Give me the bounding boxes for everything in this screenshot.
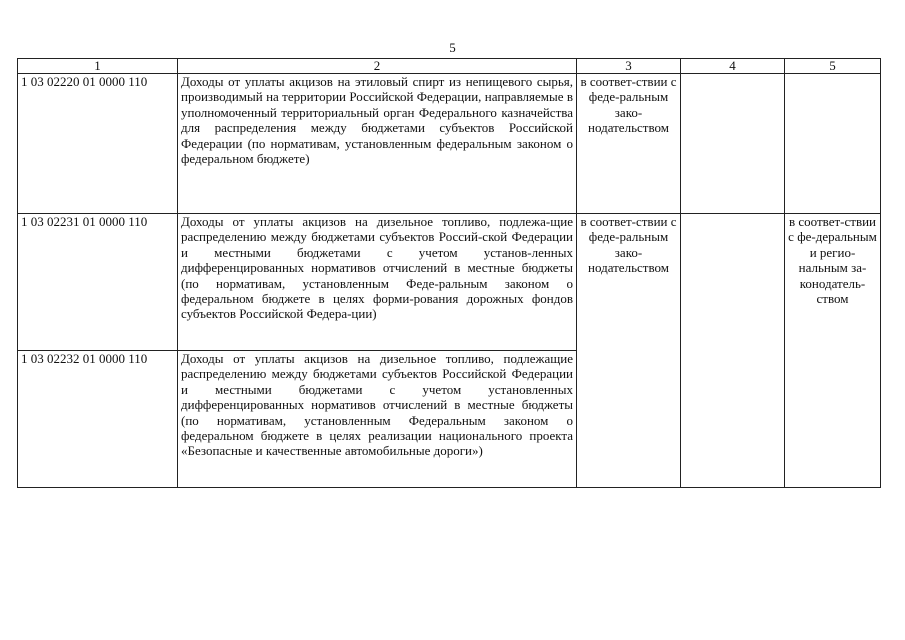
column-header: 4	[681, 59, 785, 74]
column-header: 1	[18, 59, 178, 74]
budget-code-cell: 1 03 02220 01 0000 110	[18, 74, 178, 214]
norm-cell-merged: в соответ-ствии с феде-ральным зако-нодательством	[577, 214, 681, 488]
table-header-row	[18, 59, 881, 74]
column-header: 2	[178, 59, 577, 74]
table-row	[18, 74, 881, 214]
budget-code-cell: 1 03 02232 01 0000 110	[18, 351, 178, 488]
empty-cell	[785, 74, 881, 214]
regional-norm-cell-merged: в соответ-ствии с фе-деральным и регио-нальным за-конодатель-ством	[785, 214, 881, 488]
table-row	[18, 214, 881, 351]
description-cell: Доходы от уплаты акцизов на дизельное топливо, подлежа-щие распределению между бюджетами субъектов Россий-ской Федерации и местными бюджетами с учетом установ-ленных дифференцированных нормативов отчислений в местные бюджеты (по нормативам, установленным Феде-ральным законом о федеральном бюджете в целях форми-рования дорожных фондов субъектов Российской Федера-ции)	[178, 214, 577, 351]
budget-code-cell: 1 03 02231 01 0000 110	[18, 214, 178, 351]
page-number: 5	[449, 40, 456, 55]
empty-cell	[681, 214, 785, 488]
description-cell: Доходы от уплаты акцизов на этиловый спирт из непищевого сырья, производимый на территории Российской Федерации, направляемые в уполномоченный территориальный орган Федерального казначейства для распределения между бюджетами субъектов Российской Федерации (по нормативам, установленным федеральным законом о федеральном бюджете)	[178, 74, 577, 214]
empty-cell	[681, 74, 785, 214]
column-header: 5	[785, 59, 881, 74]
norm-cell: в соответ-ствии с феде-ральным зако-нодательством	[577, 74, 681, 214]
description-cell: Доходы от уплаты акцизов на дизельное топливо, подлежащие распределению между бюджетами субъектов Российской Федерации и местными бюджетами с учетом установленных дифференцированных нормативов отчислений в местные бюджеты (по нормативам, установленным Федеральным законом о федеральном бюджете в целях реализации национального проекта «Безопасные и качественные автомобильные дороги»)	[178, 351, 577, 488]
revenue-table	[17, 58, 881, 488]
column-header: 3	[577, 59, 681, 74]
